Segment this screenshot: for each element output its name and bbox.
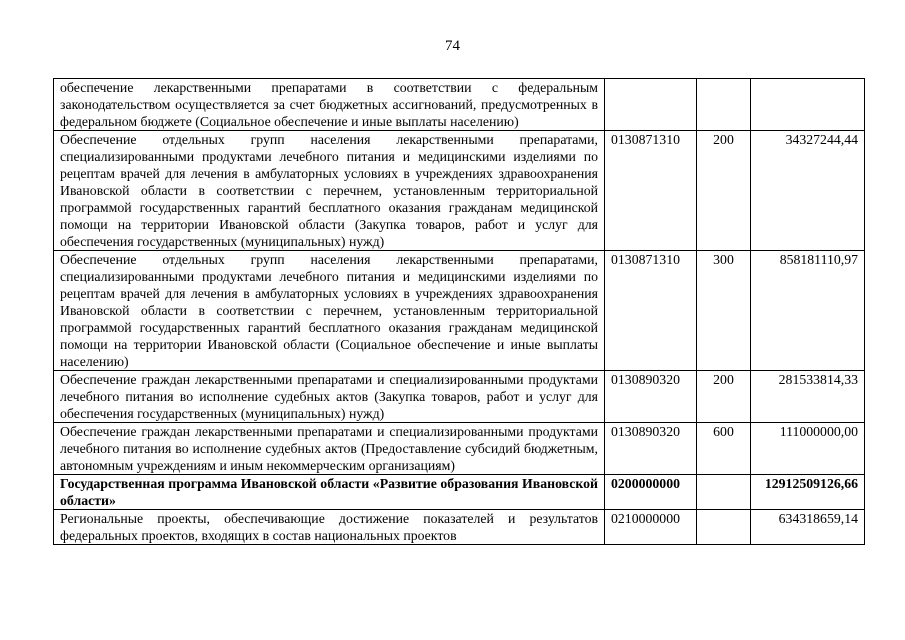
row-target-code: 0210000000	[605, 510, 697, 545]
row-target-code: 0130890320	[605, 371, 697, 423]
page-number: 74	[445, 38, 460, 54]
row-description: Обеспечение отдельных групп населения лекарственными препаратами, специализированными продуктами лечебного питания и медицинскими изделиями по рецептам врачей для лечения в амбулаторных условиях в учреждениях здравоохранения Ивановской области в соответствии с перечнем, установленным территориальной программой государственных гарантий бесплатного оказания гражданам медицинской помощи на территории Ивановской области (Социальное обеспечение и иные выплаты населению)	[54, 251, 605, 371]
row-expense-type	[697, 510, 751, 545]
row-description: Государственная программа Ивановской области «Развитие образования Ивановской области»	[54, 475, 605, 510]
row-amount	[751, 79, 865, 131]
table-row	[54, 510, 865, 545]
row-description: Обеспечение граждан лекарственными препаратами и специализированными продуктами лечебного питания во исполнение судебных актов (Предоставление субсидий бюджетным, автономным учреждениям и иным некоммерческим организациям)	[54, 423, 605, 475]
row-amount: 634318659,14	[751, 510, 865, 545]
table-row	[54, 423, 865, 475]
budget-table	[53, 78, 865, 545]
row-expense-type: 200	[697, 371, 751, 423]
row-expense-type: 300	[697, 251, 751, 371]
table-row-program-total	[54, 475, 865, 510]
table-row	[54, 131, 865, 251]
table-row	[54, 371, 865, 423]
row-target-code: 0130871310	[605, 251, 697, 371]
row-expense-type	[697, 79, 751, 131]
row-amount: 12912509126,66	[751, 475, 865, 510]
row-target-code: 0130890320	[605, 423, 697, 475]
row-expense-type: 200	[697, 131, 751, 251]
row-target-code: 0200000000	[605, 475, 697, 510]
row-description: Обеспечение отдельных групп населения лекарственными препаратами, специализированными продуктами лечебного питания и медицинскими изделиями по рецептам врачей для лечения в амбулаторных условиях в учреждениях здравоохранения Ивановской области в соответствии с перечнем, установленным территориальной программой государственных гарантий бесплатного оказания гражданам медицинской помощи на территории Ивановской области (Закупка товаров, работ и услуг для обеспечения государственных (муниципальных) нужд)	[54, 131, 605, 251]
row-description: Обеспечение граждан лекарственными препаратами и специализированными продуктами лечебного питания во исполнение судебных актов (Закупка товаров, работ и услуг для обеспечения государственных (муниципальных) нужд)	[54, 371, 605, 423]
row-expense-type	[697, 475, 751, 510]
table-row	[54, 251, 865, 371]
row-description: Региональные проекты, обеспечивающие достижение показателей и результатов федеральных проектов, входящих в состав национальных проектов	[54, 510, 605, 545]
row-amount: 281533814,33	[751, 371, 865, 423]
row-expense-type: 600	[697, 423, 751, 475]
row-amount: 34327244,44	[751, 131, 865, 251]
row-target-code	[605, 79, 697, 131]
row-amount: 111000000,00	[751, 423, 865, 475]
row-target-code: 0130871310	[605, 131, 697, 251]
row-description: обеспечение лекарственными препаратами в соответствии с федеральным законодательством осуществляется за счет бюджетных ассигнований, предусмотренных в федеральном бюджете (Социальное обеспечение и иные выплаты населению)	[54, 79, 605, 131]
row-amount: 858181110,97	[751, 251, 865, 371]
table-row	[54, 79, 865, 131]
